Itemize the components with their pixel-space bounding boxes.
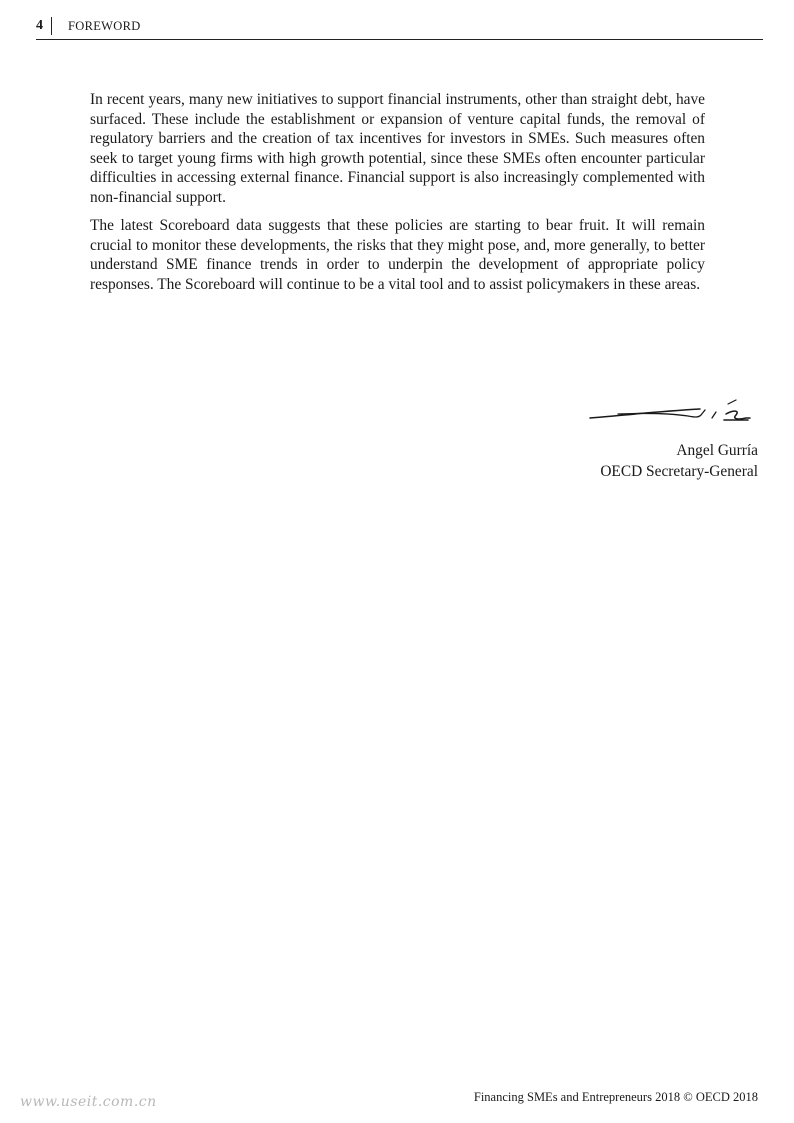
header-divider xyxy=(51,17,52,35)
signatory-title: OECD Secretary-General xyxy=(600,463,758,480)
watermark: www.useit.com.cn xyxy=(20,1094,157,1110)
page-footer: Financing SMEs and Entrepreneurs 2018 © OECD 2018 xyxy=(473,1090,758,1104)
paragraph-1: In recent years, many new initiatives to support financial instruments, other than straight debt, have surfaced. These include the establishment or expansion of venture capital funds, the removal of regulatory barriers and the creation of tax incentives for investors in SMEs. Such measures often seek to target young firms with high growth potential, since these SMEs often encounter particular difficulties in accessing external finance. Financial support is also increasingly complemented with non-financial support. xyxy=(90,91,705,206)
page-number: 4 xyxy=(36,18,43,33)
signature-block xyxy=(600,440,758,482)
signature-image xyxy=(588,396,758,426)
page-header xyxy=(36,16,763,40)
signatory-name: Angel Gurría xyxy=(676,442,758,459)
section-title: FOREWORD xyxy=(68,19,141,33)
paragraph-2: The latest Scoreboard data suggests that these policies are starting to bear fruit. It will remain crucial to monitor these developments, the risks that they might pose, and, more generally, to better understand SME finance trends in order to underpin the development of appropriate policy responses. The Scoreboard will continue to be a vital tool and to assist policymakers in these areas. xyxy=(90,217,705,293)
body-text xyxy=(90,90,705,303)
